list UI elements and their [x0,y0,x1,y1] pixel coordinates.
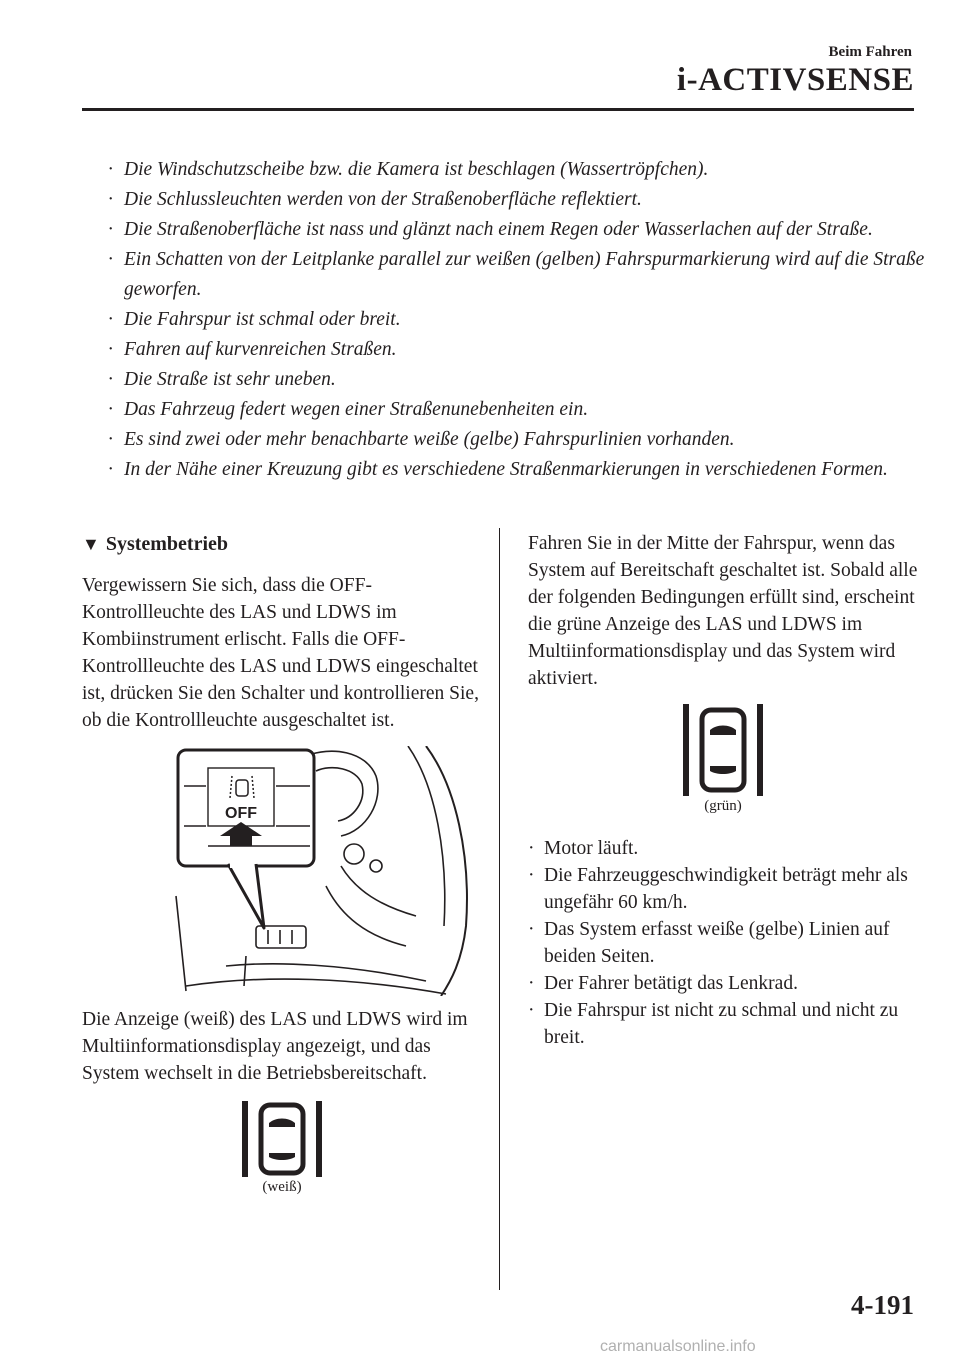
list-item: · Das System erfasst weiße (gelbe) Linien auf beiden Seiten. [528,916,918,970]
list-item: · Die Schlussleuchten werden von der Straßenoberfläche reflektiert. [108,185,928,215]
list-item: · Fahren auf kurvenreichen Straßen. [108,335,928,365]
paragraph-activation: Fahren Sie in der Mitte der Fahrspur, wenn das System auf Bereitschaft geschaltet ist. Sobald alle der folgenden Bedingungen erfüllt sind, erscheint die grüne Anzeige des LAS und LDWS im Multiinformationsdisplay und das System wird aktiviert. [528,533,918,689]
bullet-icon: · [528,838,535,859]
list-item: · Die Fahrspur ist schmal oder breit. [108,305,928,335]
list-item: · Die Straßenoberfläche ist nass und glänzt nach einem Regen oder Wasserlachen auf der Straße. [108,215,928,245]
list-item: · Das Fahrzeug federt wegen einer Straßenunebenheiten ein. [108,395,928,425]
header-title: i-ACTIVSENSE [676,62,914,98]
bullet-icon: · [108,309,113,330]
bullet-icon: · [108,369,113,390]
list-item: · Die Fahrspur ist nicht zu schmal und nicht zu breit. [528,997,918,1051]
indicator-green [528,704,918,815]
header-rule [82,108,914,111]
list-item: · Motor läuft. [528,835,918,862]
italic-condition-list [108,155,928,485]
bullet-icon: · [108,429,113,450]
section-heading: ▼ Systembetrieb [82,530,482,558]
indicator-white [82,1101,482,1196]
switch-illustration [126,746,486,996]
caption-green: (grün) [704,798,742,814]
header-section: Beim Fahren [828,44,912,60]
activation-conditions-list [528,835,918,1051]
right-column [528,530,918,1051]
paragraph-check-indicator: Vergewissern Sie sich, dass die OFF-Kontrollleuchte des LAS und LDWS im Kombiinstrument erlischt. Falls die OFF-Kontrollleuchte des LAS und LDWS eingeschaltet ist, drücken Sie den Schalter und kontrollieren Sie, ob die Kontrollleuchte ausgeschaltet ist. [82,575,479,731]
list-item: · Ein Schatten von der Leitplanke parallel zur weißen (gelben) Fahrspurmarkierung wird auf die Straße geworfen. [108,245,928,305]
list-item: · Die Straße ist sehr uneben. [108,365,928,395]
list-item: · Die Fahrzeuggeschwindigkeit beträgt mehr als ungefähr 60 km/h. [528,862,918,916]
triangle-down-icon: ▼ [82,534,100,554]
paragraph-standby: Die Anzeige (weiß) des LAS und LDWS wird im Multiinformationsdisplay angezeigt, und das System wechselt in die Betriebsbereitschaft. [82,1009,468,1084]
bullet-icon: · [108,399,113,420]
dashboard-switch-illustration [126,746,486,996]
bullet-icon: · [108,339,113,360]
lane-indicator-white-icon [242,1101,322,1177]
bullet-icon: · [108,249,113,270]
bullet-icon: · [108,459,113,480]
watermark: carmanualsonline.info [600,1338,756,1355]
column-divider [499,528,500,1290]
left-column [82,530,482,1196]
bullet-icon: · [528,865,535,886]
caption-white: (weiß) [262,1179,302,1195]
list-item: · Es sind zwei oder mehr benachbarte weiße (gelbe) Fahrspurlinien vorhanden. [108,425,928,455]
bullet-icon: · [528,1000,535,1021]
bullet-icon: · [528,973,535,994]
bullet-icon: · [108,219,113,240]
switch-label: OFF [225,805,257,822]
lane-indicator-green-icon [683,704,763,796]
page-number: 4-191 [851,1290,914,1320]
bullet-icon: · [108,189,113,210]
bullet-icon: · [528,919,535,940]
list-item: · In der Nähe einer Kreuzung gibt es verschiedene Straßenmarkierungen in verschiedenen Formen. [108,455,928,485]
list-item: · Die Windschutzscheibe bzw. die Kamera ist beschlagen (Wassertröpfchen). [108,155,928,185]
bullet-icon: · [108,159,113,180]
list-item: · Der Fahrer betätigt das Lenkrad. [528,970,918,997]
